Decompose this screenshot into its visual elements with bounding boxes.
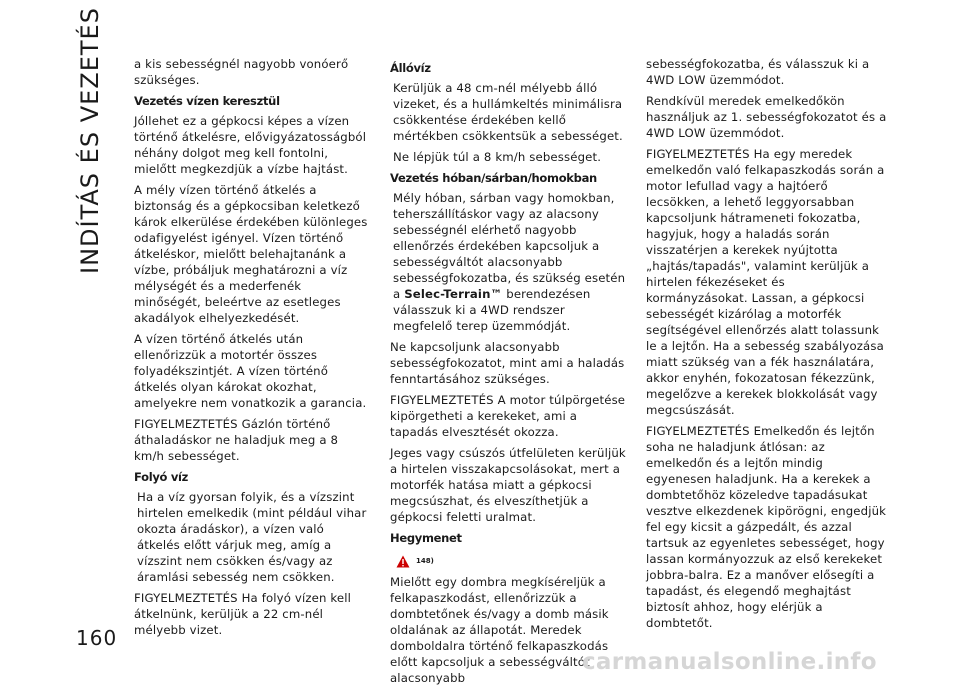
chapter-title-text: INDÍTÁS ÉS VEZETÉS bbox=[76, 7, 104, 274]
warning-reference-number: 148) bbox=[416, 557, 434, 565]
paragraph-text: berendezésen válasszuk ki a 4WD rendszer megfelelő terep üzemmódját. bbox=[393, 287, 591, 333]
section-heading-standing-water: Állóvíz bbox=[390, 61, 431, 75]
paragraph: Jeges vagy csúszós útfelületen kerüljük a hirtelen visszakapcsolásokat, mert a motorfék hatása miatt a gépkocsi megcsúszhat, és elveszíthetjük a gépkocsi feletti uralmat. bbox=[390, 446, 626, 524]
paragraph: a kis sebességnél nagyobb vonóerő szükséges. bbox=[134, 57, 349, 87]
warning-triangle-icon bbox=[396, 555, 410, 568]
paragraph bbox=[390, 190, 626, 334]
paragraph: A vízen történő átkelés után ellenőrizzük a motortér összes folyadékszintjét. A vízen történő átkelés olyan károkat okozhat, amelyekre nem vonatkozik a garancia. bbox=[134, 332, 367, 410]
page-number: 160 bbox=[76, 626, 118, 650]
paragraph: Rendkívül meredek emelkedőkön használjuk az 1. sebességfokozatot és a 4WD LOW üzemmódot. bbox=[646, 94, 887, 140]
selec-terrain-term: Selec-Terrain™ bbox=[404, 287, 503, 301]
paragraph: sebességfokozatba, és válasszuk ki a 4WD LOW üzemmódot. bbox=[646, 57, 870, 87]
text-column-1 bbox=[134, 56, 370, 643]
section-heading-hill-climbing: Hegymenet bbox=[390, 531, 462, 545]
section-heading-water-crossing: Vezetés vízen keresztül bbox=[134, 94, 280, 108]
warning-paragraph: FIGYELMEZTETÉS Gázlón történő áthaladáskor ne haladjuk meg a 8 km/h sebességet. bbox=[134, 417, 339, 463]
text-column-2 bbox=[390, 56, 626, 691]
paragraph-text: Mély hóban, sárban vagy homokban, teherszállításkor vagy az alacsony sebességnél elérhető nagyobb ellenőrzés érdekében kapcsoljuk a sebességváltót alacsonyabb sebességfokozatba, és szükség esetén a bbox=[393, 191, 626, 301]
watermark: carmanualsonline.info bbox=[582, 649, 877, 675]
paragraph: Ha a víz gyorsan folyik, és a vízszint hirtelen emelkedik (mint például vihar okozta áradáskor), a vízen való átkelés előtt várjuk meg, amíg a vízszint nem csökken és/vagy az áramlási sebesség nem csökken. bbox=[137, 490, 367, 584]
paragraph: Jóllehet ez a gépkocsi képes a vízen történő átkelésre, elővigyázatosságból néhány dolgot meg kell fontolni, mielőtt megkezdjük a vízbe hajtást. bbox=[134, 114, 367, 176]
warning-reference bbox=[396, 550, 626, 572]
paragraph: Ne kapcsoljunk alacsonyabb sebességfokozatot, mint ami a haladás fenntartásához szükséges. bbox=[390, 340, 625, 386]
warning-paragraph: FIGYELMEZTETÉS A motor túlpörgetése kipörgetheti a kerekeket, ami a tapadás elvesztését okozza. bbox=[390, 393, 626, 439]
paragraph: Kerüljük a 48 cm-nél mélyebb álló vizeket, és a hullámkeltés minimálisra csökkentése érdekében kellő mértékben csökkentsük a sebességet. bbox=[393, 81, 623, 143]
warning-paragraph: FIGYELMEZTETÉS Emelkedőn és lejtőn soha ne haladjunk átlósan: az emelkedőn és a lejtőn mindig egyenesen haladjunk. Ha a kerekek a dombtetőhöz közeledve tapadásukat vesztve elkezdenek kipörögni, engedjük fel egy kicsit a gázpedált, és azzal tartsuk az egyenletes sebességet, hogy lassan kormányozzuk az első kerekeket jobbra-balra. Ez a manőver elősegíti a tapadást, és elegendő meghajtást biztosít ahhoz, hogy elérjük a dombtetőt. bbox=[646, 424, 887, 630]
warning-paragraph: FIGYELMEZTETÉS Ha egy meredek emelkedőn való felkapaszkodás során a motor lefullad vagy a hajtóerő lecsökken, a lehető leggyorsabban kapcsoljunk hátrameneti fokozatba, hagyjuk, hogy a haladás során visszatérjen a kerekek nyújtotta „hajtás/tapadás", valamint kerüljük a hirtelen fékezéseket és kormányzásokat. Lassan, a gépkocsi sebességét kizárólag a motorfék segítségével ellenőrzés alatt tolassunk le a lejtőn. Ha a sebesség szabályozása miatt szükség van a fék használatára, akkor enyhén, fokozatosan fékezzünk, megelőzve a kerekek blokkolását vagy megcsúszását. bbox=[646, 147, 885, 417]
paragraph: A mély vízen történő átkelés a biztonság és a gépkocsiban keletkező károk elkerülése érdekében különleges odafigyelést igényel. Vízen történő átkeléskor, mielőtt belehajtanánk a vízbe, próbáljuk meghatározni a víz mélységét és a mederfenék minőségét, beleértve az esetleges akadályok elhelyezkedését. bbox=[134, 183, 368, 325]
section-heading-snow-mud-sand: Vezetés hóban/sárban/homokban bbox=[390, 171, 597, 185]
section-heading-flowing-water: Folyó víz bbox=[134, 470, 189, 484]
warning-paragraph: FIGYELMEZTETÉS Ha folyó vízen kell átkelnünk, kerüljük a 22 cm-nél mélyebb vizet. bbox=[134, 591, 352, 637]
text-column-3 bbox=[646, 56, 890, 636]
chapter-title bbox=[72, 7, 116, 274]
paragraph: Mielőtt egy dombra megkíséreljük a felkapaszkodást, ellenőrizzük a dombtetőnek és/vagy a domb másik oldalának az állapotát. Meredek domboldalra történő felkapaszkodás előtt kapcsoljuk a sebességváltót alacsonyabb bbox=[390, 575, 609, 685]
paragraph: Ne lépjük túl a 8 km/h sebességet. bbox=[393, 150, 602, 164]
